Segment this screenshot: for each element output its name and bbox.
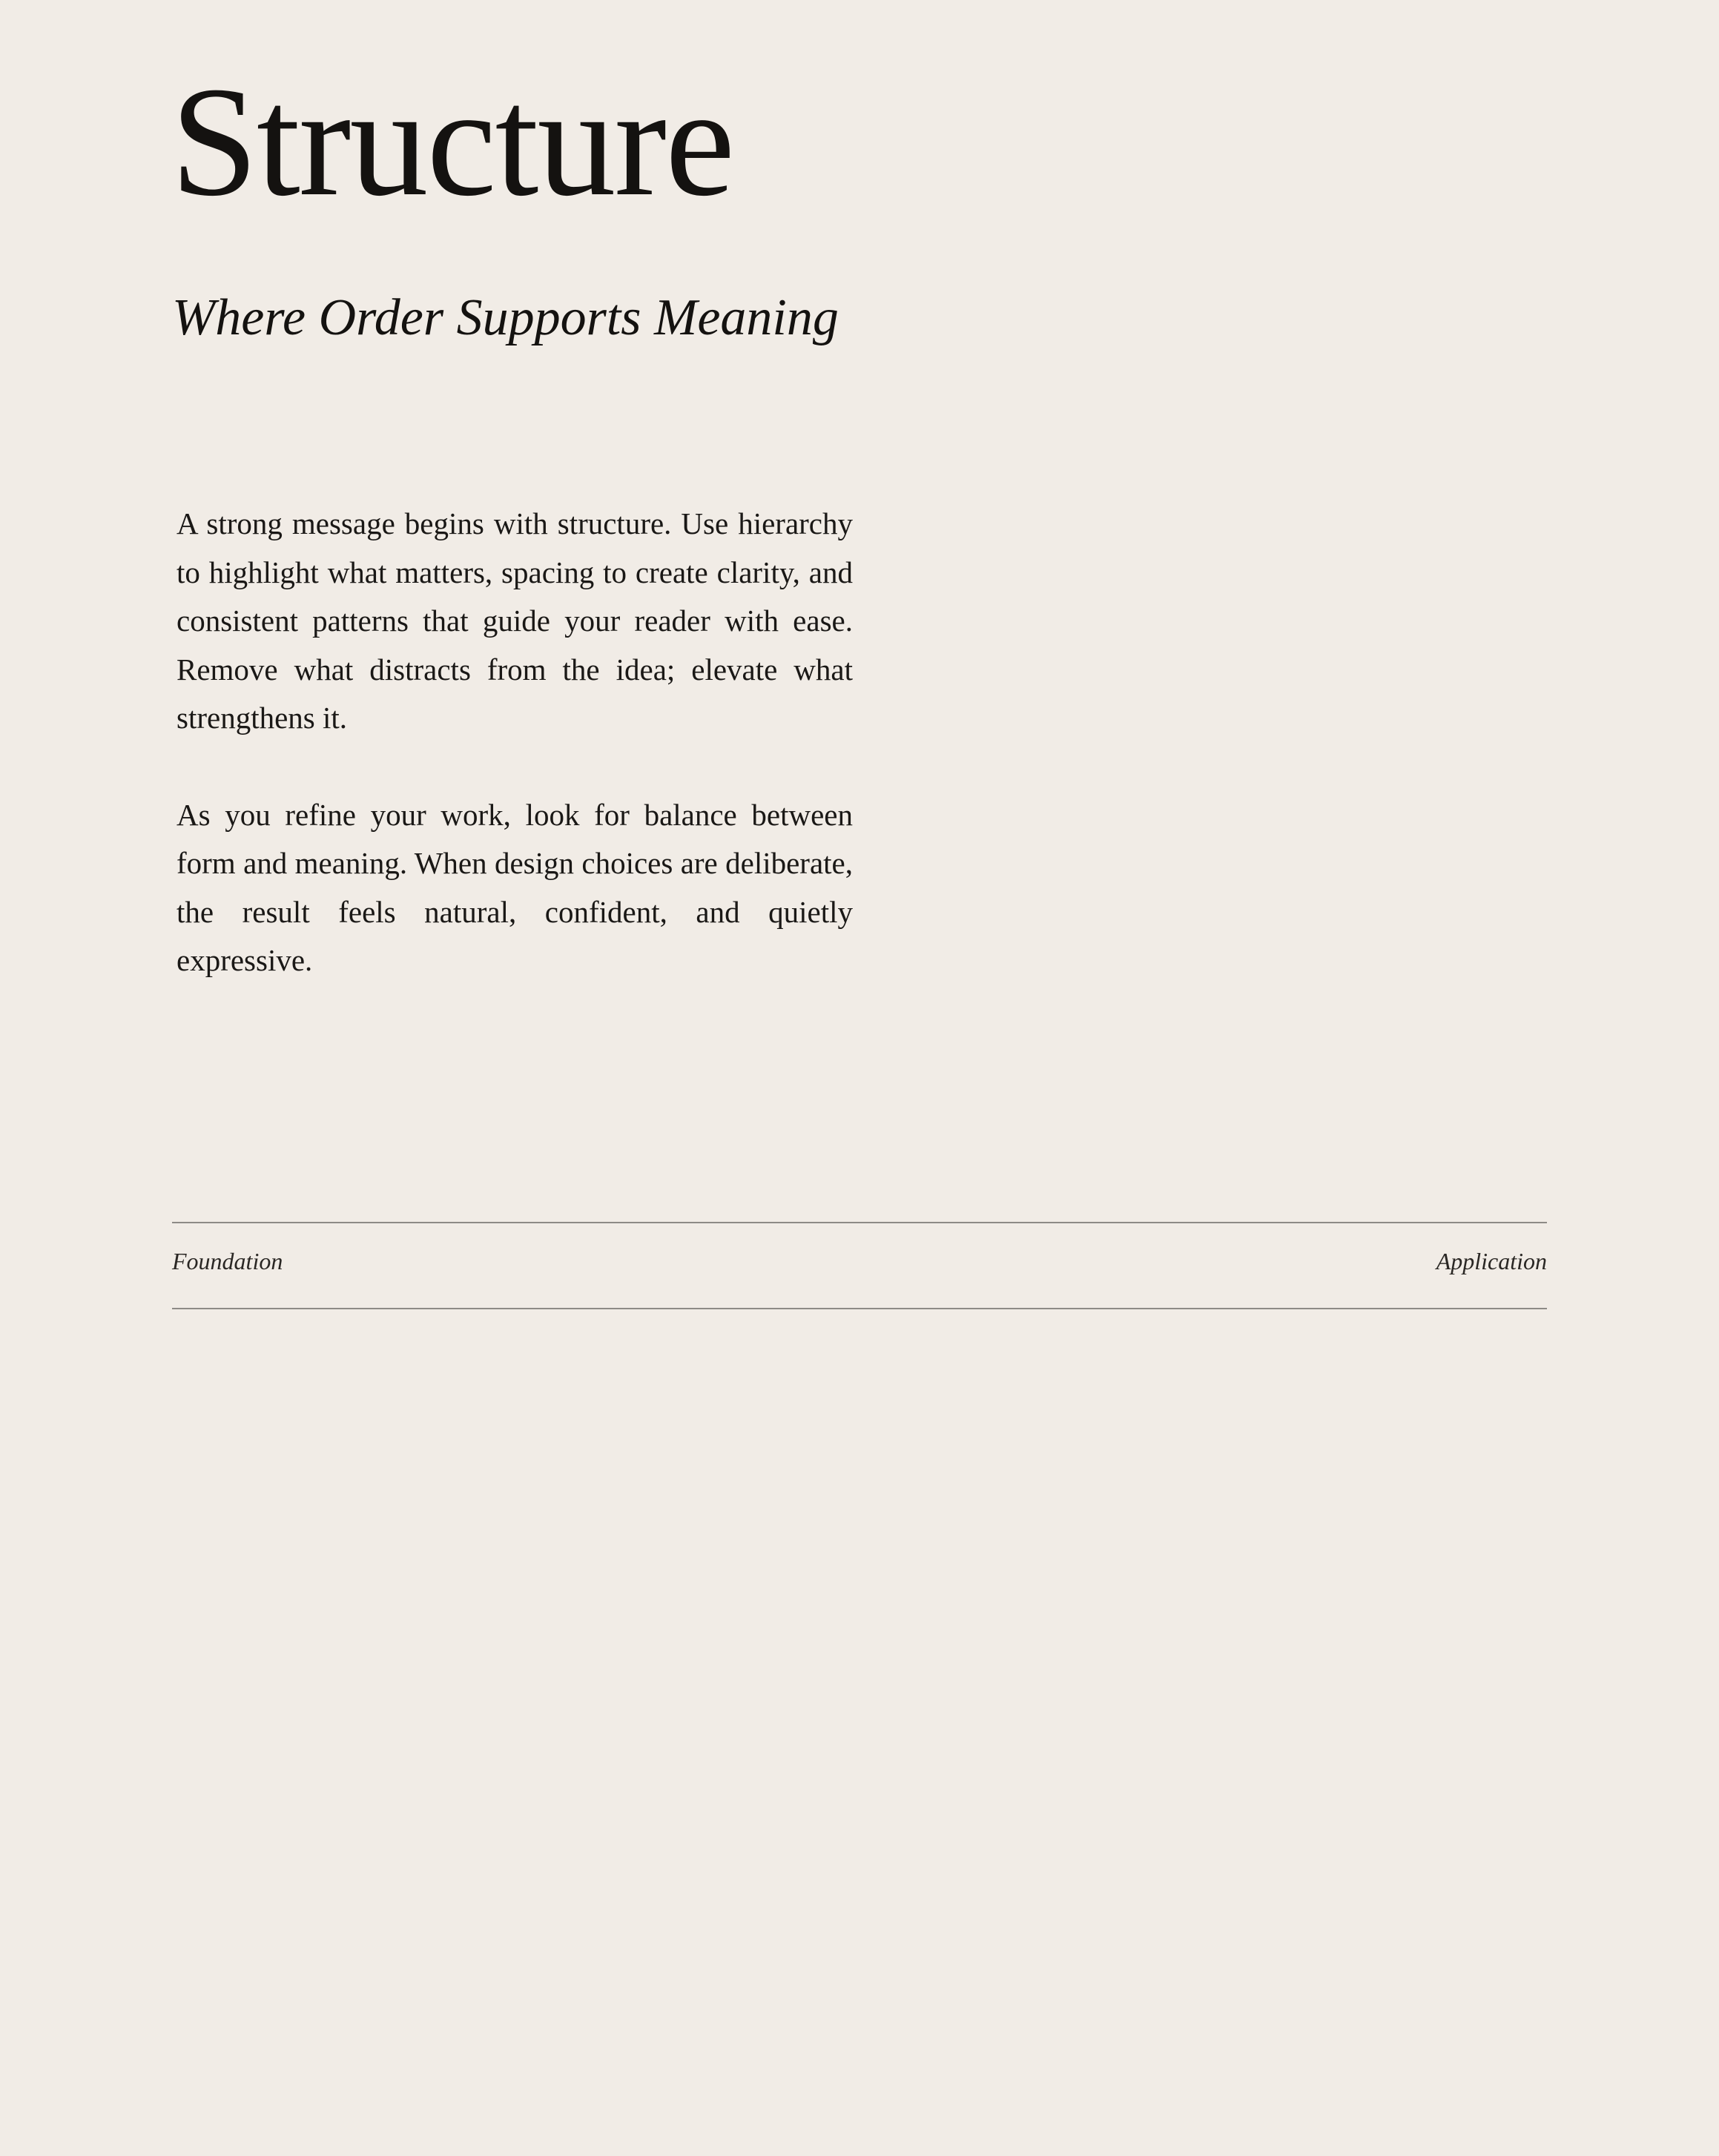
page-subtitle: Where Order Supports Meaning [172, 289, 839, 346]
nav-divider-bottom [172, 1308, 1547, 1309]
nav-divider-top [172, 1222, 1547, 1223]
previous-page-link[interactable]: Foundation [172, 1248, 283, 1274]
next-page-link[interactable]: Application [1436, 1248, 1547, 1274]
body-paragraph-1: A strong message begins with structure. Use hierarchy to highlight what matters, spacing to create clarity, and consistent patterns that guide your reader with ease. Remove what distracts from the idea; elevate what strengthens it. [176, 506, 853, 735]
page-title: Structure [171, 54, 734, 228]
body-paragraph-2: As you refine your work, look for balance between form and meaning. When design choices are deliberate, the result feels natural, confident, and quietly expressive. [176, 797, 853, 977]
body-text [176, 500, 853, 1034]
